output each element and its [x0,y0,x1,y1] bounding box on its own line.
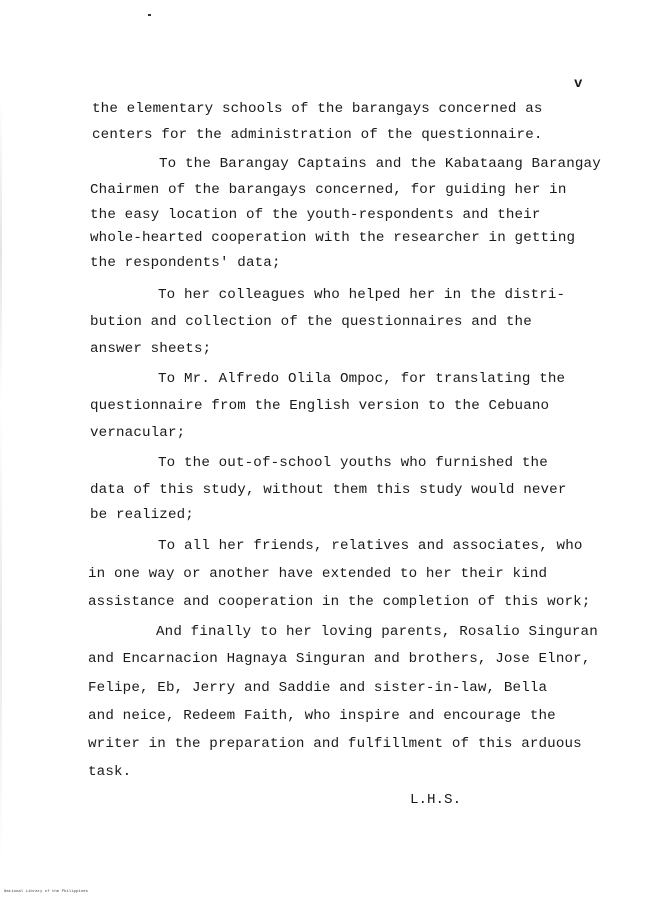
text-line: And finally to her loving parents, Rosalio Singuran [156,624,598,640]
text-line: vernacular; [90,425,186,441]
text-line: answer sheets; [90,341,212,357]
text-line: the elementary schools of the barangays concerned as [92,101,543,117]
text-line: and Encarnacion Hagnaya Singuran and brothers, Jose Elnor, [88,651,591,667]
text-line: the respondents' data; [90,255,281,271]
text-line: whole-hearted cooperation with the researcher in getting [90,230,576,246]
text-line: and neice, Redeem Faith, who inspire and encourage the [88,708,556,724]
text-line: Chairmen of the barangays concerned, for guiding her in [90,182,567,198]
scan-speck [148,14,151,16]
text-line: To her colleagues who helped her in the distri- [158,287,566,303]
text-line: be realized; [90,507,194,523]
text-line: assistance and cooperation in the completion of this work; [88,594,591,610]
scan-edge [0,100,2,860]
text-line: To all her friends, relatives and associates, who [158,538,583,554]
text-line: writer in the preparation and fulfillment of this arduous [88,736,582,752]
text-line: To the out-of-school youths who furnished the [158,455,548,471]
text-line: Felipe, Eb, Jerry and Saddie and sister-in-law, Bella [88,680,548,696]
text-line: the easy location of the youth-respondents and their [90,207,541,223]
text-line: task. [88,764,132,780]
signature-initials: L.H.S. [410,792,462,808]
text-line: To Mr. Alfredo Olila Ompoc, for translating the [158,371,566,387]
text-line: questionnaire from the English version to the Cebuano [90,398,550,414]
footer-library-stamp: National Library of the Philippines [4,890,89,894]
text-line: data of this study, without them this study would never [90,482,567,498]
text-line: centers for the administration of the questionnaire. [92,127,543,143]
text-line: bution and collection of the questionnaires and the [90,314,532,330]
text-line: in one way or another have extended to her their kind [88,566,548,582]
text-line: To the Barangay Captains and the Kabataang Barangay [159,156,601,172]
page-number: v [574,76,583,92]
